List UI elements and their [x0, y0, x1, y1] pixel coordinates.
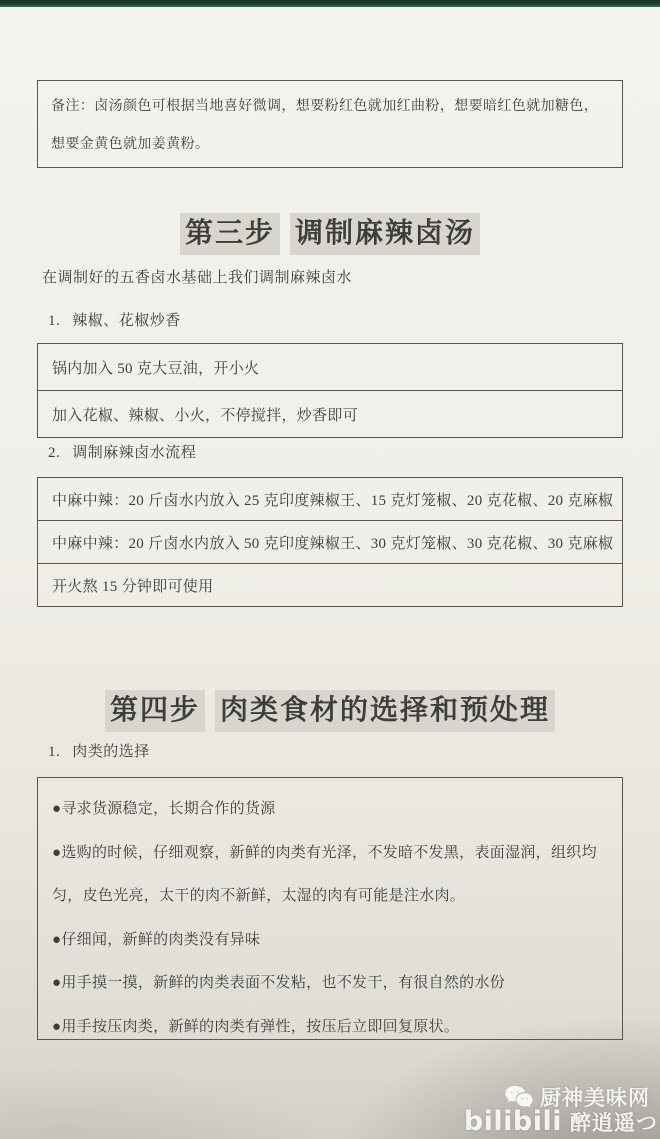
step4-item1-number: 1. — [48, 744, 61, 760]
table-row — [38, 344, 623, 391]
table-cell: 中麻中辣：20 斤卤水内放入 25 克印度辣椒王、15 克灯笼椒、20 克花椒、20 克麻椒 — [38, 478, 623, 521]
step3-intro: 在调制好的五香卤水基础上我们调制麻辣卤水 — [42, 270, 353, 286]
table-row — [38, 391, 623, 438]
section-title-step3 — [0, 211, 660, 251]
step3-item2-number: 2. — [48, 445, 61, 461]
step3-item1-label: 辣椒、花椒炒香 — [72, 313, 181, 329]
table-cell: 开火熬 15 分钟即可使用 — [38, 564, 623, 607]
section-title-step4 — [0, 688, 660, 728]
bullet-item: ●仔细闻，新鲜的肉类没有异味 — [52, 931, 261, 948]
meat-selection-bullet-box — [37, 777, 623, 1040]
stir-fry-steps-table — [37, 343, 623, 438]
watermark-username: 醉逍遥つ — [570, 1112, 658, 1135]
table-row — [38, 564, 623, 607]
step3-item2-label: 调制麻辣卤水流程 — [72, 445, 197, 461]
step4-title-part1: 第四步 — [105, 690, 205, 732]
note-text: 备注：卤汤颜色可根据当地喜好微调，想要粉红色就加红曲粉，想要暗红色就加糖色，想要金黄色就加姜黄粉。 — [51, 99, 599, 152]
watermark-site-name: 厨神美味网 — [540, 1087, 650, 1110]
table-cell: 加入花椒、辣椒、小火，不停搅拌，炒香即可 — [38, 391, 623, 438]
table-cell: 中麻中辣：20 斤卤水内放入 50 克印度辣椒王、30 克灯笼椒、30 克花椒、30 克麻椒 — [38, 521, 623, 564]
step3-item1-number: 1. — [48, 313, 61, 329]
bullet-item: ●用手按压肉类，新鲜的肉类有弹性，按压后立即回复原状。 — [52, 1018, 460, 1035]
watermark-line2 — [464, 1106, 658, 1137]
top-green-strip — [0, 0, 660, 7]
spicy-broth-process-table — [37, 477, 623, 607]
table-row — [38, 521, 623, 564]
watermark — [464, 1082, 658, 1137]
wechat-icon — [504, 1085, 534, 1109]
step4-item1-label: 肉类的选择 — [72, 744, 150, 760]
bullet-item: ●选购的时候，仔细观察，新鲜的肉类有光泽，不发暗不发黑，表面湿润，组织均匀，皮色光亮，太干的肉不新鲜，太湿的肉有可能是注水肉。 — [52, 844, 597, 904]
step3-title-part2: 调制麻辣卤汤 — [290, 213, 480, 255]
step4-title-part2: 肉类食材的选择和预处理 — [215, 690, 555, 732]
bullet-item: ●用手摸一摸，新鲜的肉类表面不发粘，也不发干，有很自然的水份 — [52, 975, 506, 991]
step3-item1 — [48, 309, 181, 330]
step4-item1 — [48, 740, 150, 761]
step3-item2 — [48, 441, 196, 462]
note-box — [37, 80, 623, 168]
bullet-item: ●寻求货源稳定，长期合作的货源 — [52, 801, 276, 817]
step3-title-part1: 第三步 — [180, 213, 280, 255]
table-cell: 锅内加入 50 克大豆油，开小火 — [38, 344, 623, 391]
bilibili-logo: bilibili — [463, 1106, 562, 1137]
table-row — [38, 478, 623, 521]
